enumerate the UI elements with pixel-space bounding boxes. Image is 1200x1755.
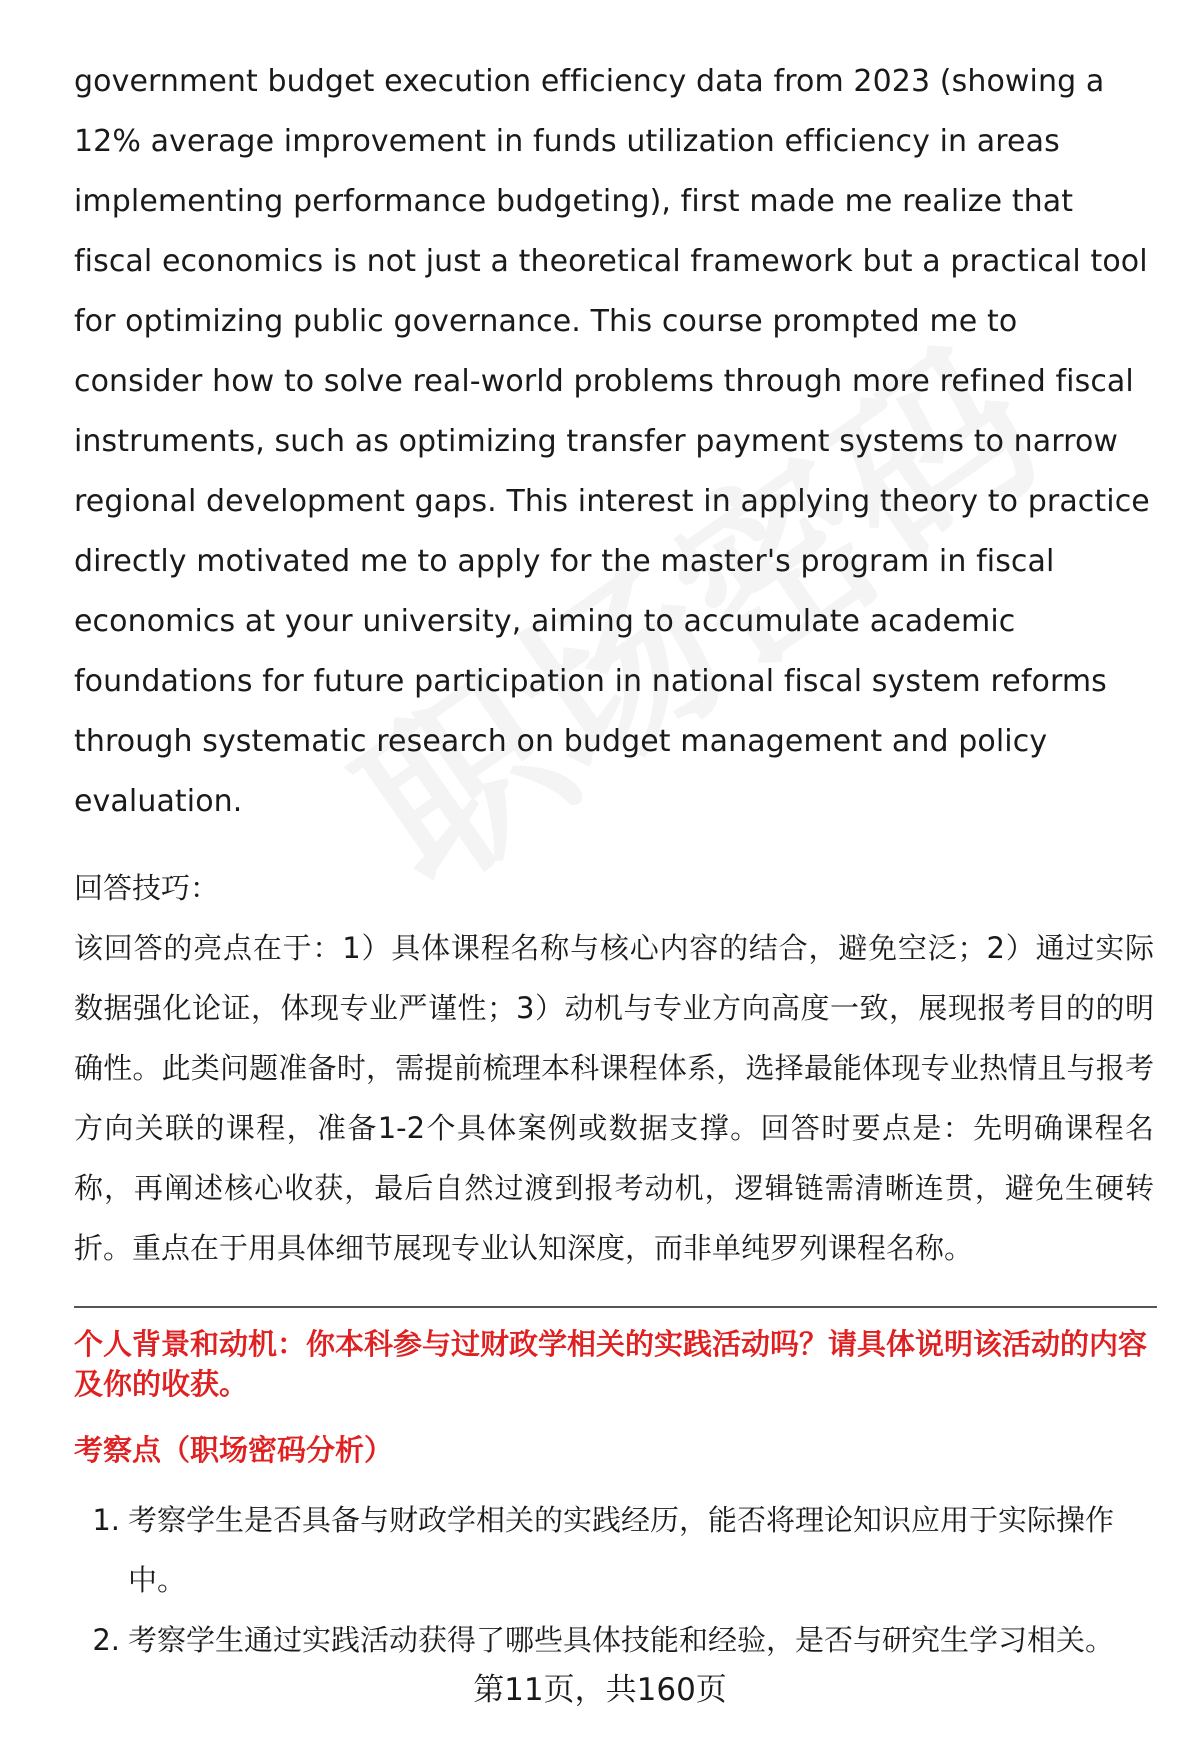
list-item-number: 2. — [92, 1623, 120, 1657]
list-item-text: 考察学生通过实践活动获得了哪些具体技能和经验，是否与研究生学习相关。 — [128, 1623, 1115, 1657]
list-item — [74, 1610, 1154, 1670]
english-paragraph: government budget execution efficiency data from 2023 (showing a 12% average improvement in funds utilization efficiency in areas implementing performance budgeting), first made me realize that fiscal economics is not just a theoretical framework but a practical tool for optimizing public governance. This course prompted me to consider how to solve real-world problems through more refined fiscal instruments, such as optimizing transfer payment systems to narrow regional development gaps. This interest in applying theory to practice directly motivated me to apply for the master's program in fiscal economics at your university, aiming to accumulate academic foundations for future participation in national fiscal system reforms through systematic research on budget management and policy evaluation. — [74, 64, 1150, 819]
tips-body: 该回答的亮点在于：1）具体课程名称与核心内容的结合，避免空泛；2）通过实际数据强化论证，体现专业严谨性；3）动机与专业方向高度一致，展现报考目的的明确性。此类问题准备时，需提前梳理本科课程体系，选择最能体现专业热情且与报考方向关联的课程，准备1-2个具体案例或数据支撑。回答时要点是：先明确课程名称，再阐述核心收获，最后自然过渡到报考动机，逻辑链需清晰连贯，避免生硬转折。重点在于用具体细节展现专业认知深度，而非单纯罗列课程名称。 — [74, 931, 1154, 1265]
section-title: 考察点（职场密码分析） — [74, 1433, 394, 1467]
list-item — [74, 1490, 1154, 1610]
list-item-number: 1. — [92, 1503, 120, 1537]
list-item-text: 考察学生是否具备与财政学相关的实践经历，能否将理论知识应用于实际操作中。 — [128, 1503, 1115, 1597]
page-content — [74, 52, 1154, 1670]
tips-heading: 回答技巧： — [74, 871, 220, 905]
page-footer: 第11页，共160页 — [473, 1672, 727, 1708]
assessment-points — [74, 1490, 1154, 1670]
section-divider — [74, 1306, 1157, 1308]
question-heading: 个人背景和动机：你本科参与过财政学相关的实践活动吗？请具体说明该活动的内容及你的收获。 — [74, 1327, 1148, 1401]
